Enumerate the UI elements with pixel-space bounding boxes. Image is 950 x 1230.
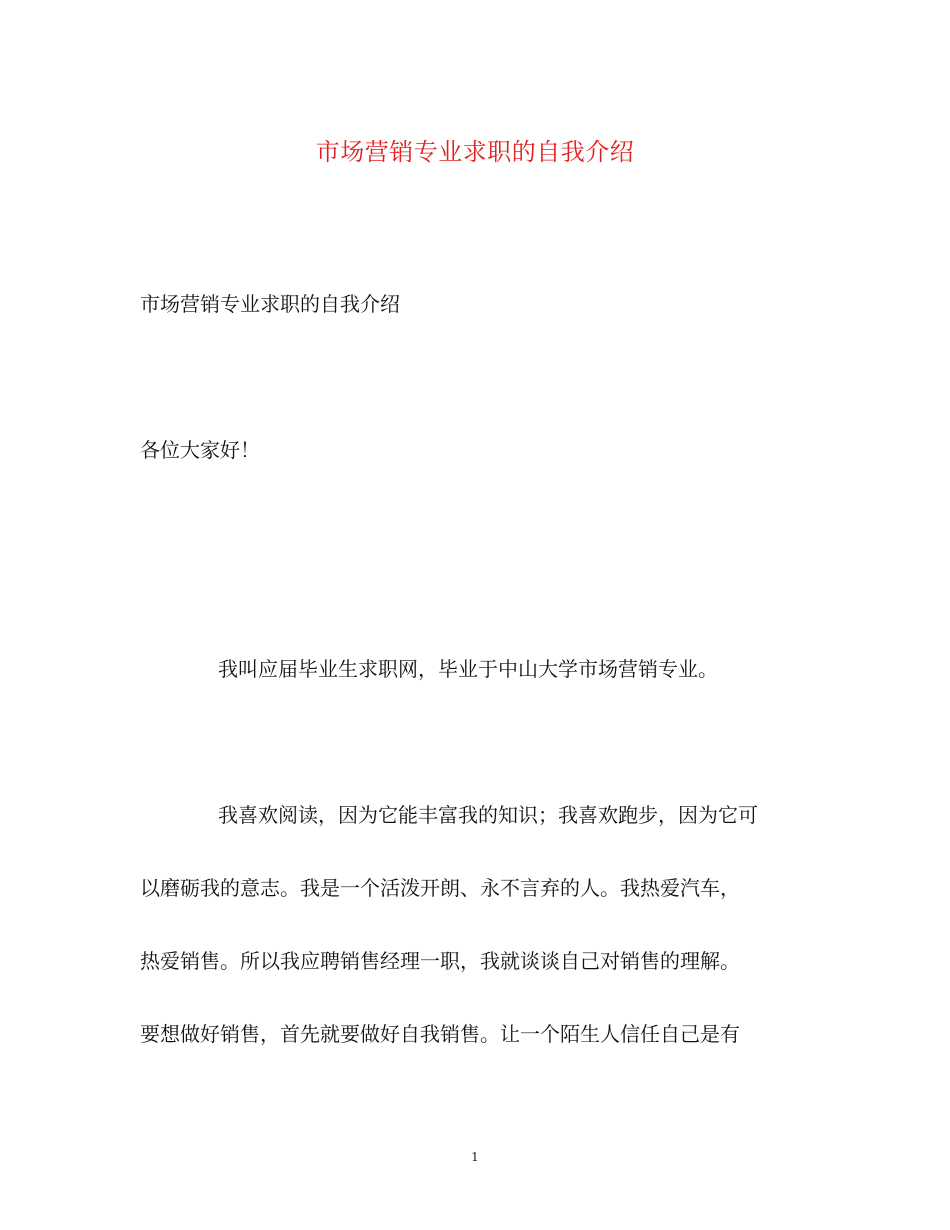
paragraph-line: 我叫应届毕业生求职网，毕业于中山大学市场营销专业。 — [218, 657, 718, 681]
paragraph-line: 热爱销售。所以我应聘销售经理一职，我就谈谈自己对销售的理解。 — [140, 949, 740, 973]
paragraph-line: 以磨砺我的意志。我是一个活泼开朗、永不言弃的人。我热爱汽车， — [140, 876, 740, 900]
document-subtitle: 市场营销专业求职的自我介绍 — [140, 292, 400, 316]
greeting-line: 各位大家好！ — [140, 438, 260, 462]
paragraph-line: 我喜欢阅读，因为它能丰富我的知识；我喜欢跑步，因为它可 — [218, 803, 758, 827]
page-number: 1 — [471, 1150, 479, 1164]
paragraph-line: 要想做好销售，首先就要做好自我销售。让一个陌生人信任自己是有 — [140, 1022, 740, 1046]
document-title: 市场营销专业求职的自我介绍 — [315, 138, 635, 166]
